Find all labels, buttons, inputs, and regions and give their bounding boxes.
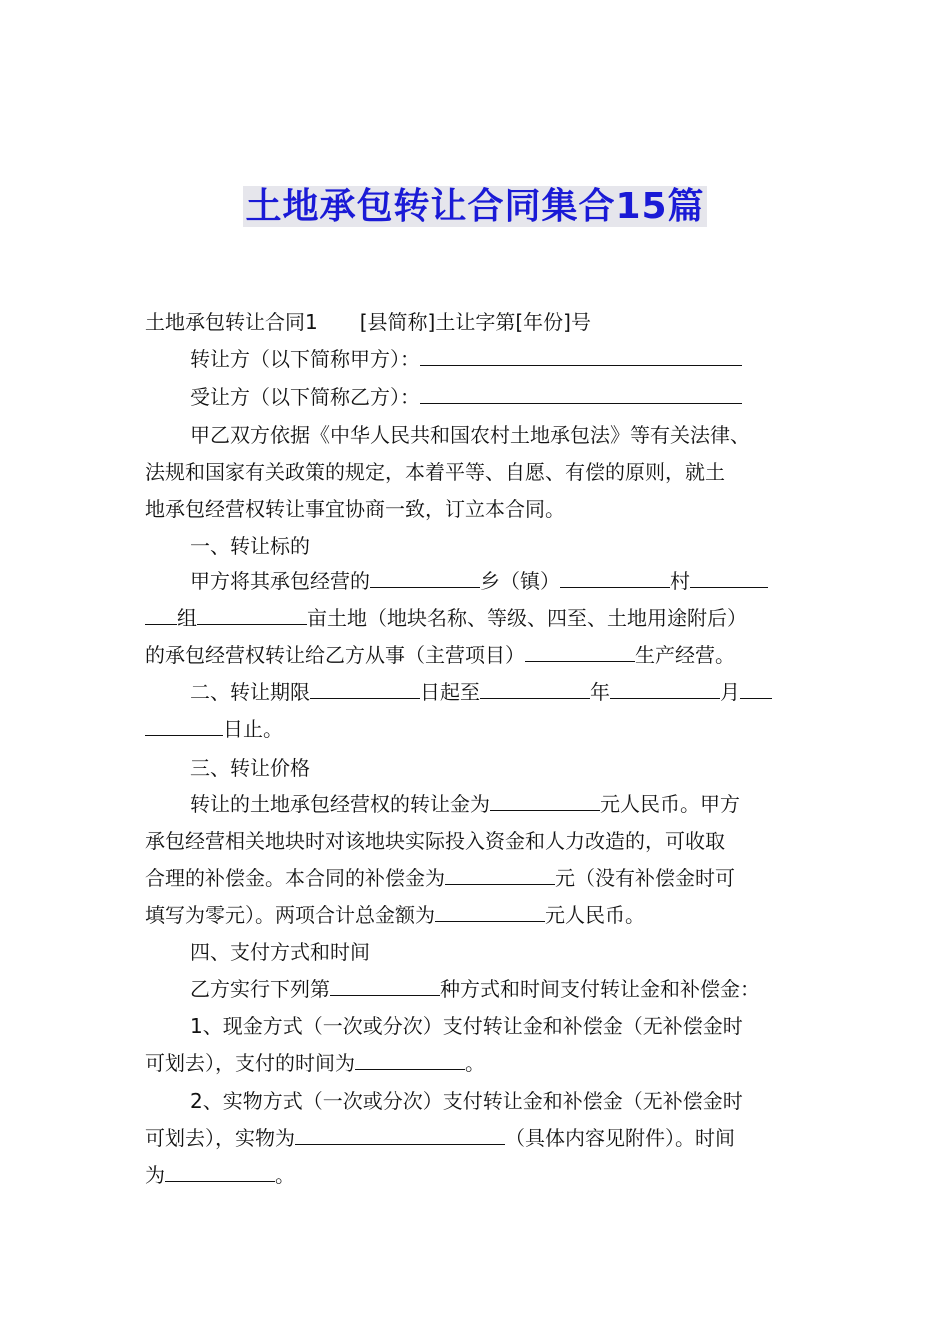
total-amount-blank[interactable] bbox=[435, 903, 545, 922]
end-month-blank[interactable] bbox=[610, 680, 720, 699]
end-day-blank-1[interactable] bbox=[740, 680, 772, 699]
group-blank-1[interactable] bbox=[690, 569, 768, 588]
section-4-line-1 bbox=[190, 977, 760, 1001]
transfer-fee-blank[interactable] bbox=[490, 792, 600, 811]
s4-text-a: 乙方实行下列第 bbox=[190, 977, 330, 1001]
document-title-text: 土地承包转让合同集合15篇 bbox=[245, 186, 705, 227]
method-1-text-b: 可划去），支付的时间为 bbox=[145, 1051, 355, 1075]
document-title bbox=[0, 178, 950, 229]
s3-text-f: 填写为零元）。两项合计总金额为 bbox=[145, 903, 435, 927]
method-1-line-1 bbox=[190, 1014, 743, 1038]
s1-text-c: 村 bbox=[670, 569, 690, 593]
doc-number: [县简称]土让字第[年份]号 bbox=[359, 310, 591, 334]
section-1-heading-text: 一、转让标的 bbox=[190, 534, 310, 558]
method-1-line-2 bbox=[145, 1051, 485, 1075]
compensation-blank[interactable] bbox=[445, 866, 555, 885]
contract-header bbox=[145, 310, 591, 334]
s2-text-c: 年 bbox=[590, 680, 610, 704]
start-date-blank[interactable] bbox=[310, 680, 420, 699]
s3-text-d: 合理的补偿金。本合同的补偿金为 bbox=[145, 866, 445, 890]
s1-text-d: 组 bbox=[177, 606, 197, 630]
s1-text-b: 乡（镇） bbox=[480, 569, 560, 593]
in-kind-time-blank[interactable] bbox=[165, 1163, 275, 1182]
s2-text-e: 日止。 bbox=[223, 717, 283, 741]
s3-text-a: 转让的土地承包经营权的转让金为 bbox=[190, 792, 490, 816]
section-3-heading-text: 三、转让价格 bbox=[190, 756, 310, 780]
s1-text-g: 生产经营。 bbox=[635, 643, 735, 667]
village-blank[interactable] bbox=[560, 569, 670, 588]
party-b-blank[interactable] bbox=[420, 385, 742, 404]
intro-text-1: 甲乙双方依据《中华人民共和国农村土地承包法》等有关法律、 bbox=[190, 423, 750, 447]
group-blank-2[interactable] bbox=[145, 606, 177, 625]
township-blank[interactable] bbox=[370, 569, 480, 588]
s2-text-a: 二、转让期限 bbox=[190, 680, 310, 704]
cash-payment-time-blank[interactable] bbox=[355, 1051, 465, 1070]
s2-text-b: 日起至 bbox=[420, 680, 480, 704]
section-2-line-1 bbox=[190, 680, 772, 704]
method-2-text-a: 2、实物方式（一次或分次）支付转让金和补偿金（无补偿金时 bbox=[190, 1089, 743, 1113]
section-3-line-4 bbox=[145, 903, 645, 927]
main-project-blank[interactable] bbox=[525, 643, 635, 662]
method-2-text-b: 可划去），实物为 bbox=[145, 1126, 295, 1150]
in-kind-blank[interactable] bbox=[295, 1126, 505, 1145]
party-b-label: 受让方（以下简称乙方）： bbox=[190, 385, 420, 409]
section-1-heading bbox=[190, 534, 310, 558]
s1-text-a: 甲方将其承包经营的 bbox=[190, 569, 370, 593]
party-a-line bbox=[190, 347, 742, 371]
s1-text-e: 亩土地（地块名称、等级、四至、土地用途附后） bbox=[307, 606, 747, 630]
section-1-line-2 bbox=[145, 606, 747, 630]
section-3-heading bbox=[190, 756, 310, 780]
section-4-heading-text: 四、支付方式和时间 bbox=[190, 940, 370, 964]
s3-text-b: 元人民币。甲方 bbox=[600, 792, 740, 816]
party-b-line bbox=[190, 385, 742, 409]
s4-text-b: 种方式和时间支付转让金和补偿金： bbox=[440, 977, 760, 1001]
contract-name: 土地承包转让合同1 bbox=[145, 310, 318, 334]
method-1-text-a: 1、现金方式（一次或分次）支付转让金和补偿金（无补偿金时 bbox=[190, 1014, 743, 1038]
section-3-line-2 bbox=[145, 829, 725, 853]
intro-line-2 bbox=[145, 460, 725, 484]
method-2-text-c: （具体内容见附件）。时间 bbox=[505, 1126, 735, 1150]
intro-line-1 bbox=[190, 423, 750, 447]
section-1-line-3 bbox=[145, 643, 735, 667]
section-4-heading bbox=[190, 940, 370, 964]
s3-text-c: 承包经营相关地块时对该地块实际投入资金和人力改造的，可收取 bbox=[145, 829, 725, 853]
method-1-text-c: 。 bbox=[465, 1051, 485, 1075]
s2-text-d: 月 bbox=[720, 680, 740, 704]
section-1-line-1 bbox=[190, 569, 768, 593]
method-2-line-3 bbox=[145, 1163, 295, 1187]
s3-text-e: 元（没有补偿金时可 bbox=[555, 866, 735, 890]
s3-text-g: 元人民币。 bbox=[545, 903, 645, 927]
s1-text-f: 的承包经营权转让给乙方从事（主营项目） bbox=[145, 643, 525, 667]
end-day-blank-2[interactable] bbox=[145, 717, 223, 736]
party-a-blank[interactable] bbox=[420, 347, 742, 366]
intro-text-3: 地承包经营权转让事宜协商一致，订立本合同。 bbox=[145, 497, 565, 521]
party-a-label: 转让方（以下简称甲方）： bbox=[190, 347, 420, 371]
section-3-line-3 bbox=[145, 866, 735, 890]
section-3-line-1 bbox=[190, 792, 740, 816]
acreage-blank[interactable] bbox=[197, 606, 307, 625]
method-2-line-1 bbox=[190, 1089, 743, 1113]
end-year-blank[interactable] bbox=[480, 680, 590, 699]
section-2-line-2 bbox=[145, 717, 283, 741]
method-2-text-d: 为 bbox=[145, 1163, 165, 1187]
method-2-text-e: 。 bbox=[275, 1163, 295, 1187]
method-2-line-2 bbox=[145, 1126, 735, 1150]
intro-text-2: 法规和国家有关政策的规定，本着平等、自愿、有偿的原则，就土 bbox=[145, 460, 725, 484]
intro-line-3 bbox=[145, 497, 565, 521]
payment-method-blank[interactable] bbox=[330, 977, 440, 996]
